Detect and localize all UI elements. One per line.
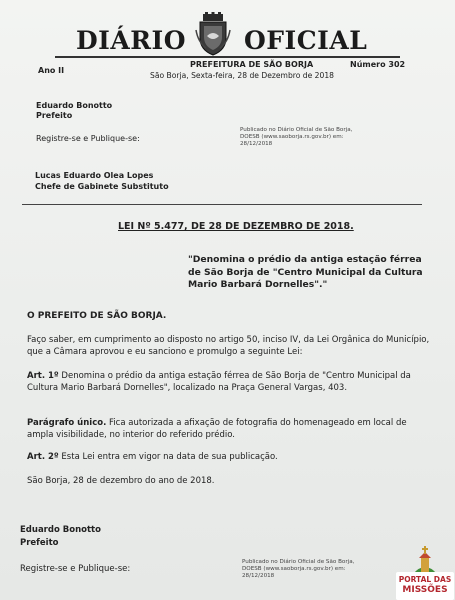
article-2-label: Art. 2º — [27, 452, 59, 462]
article-2-text: Esta Lei entra em vigor na data de sua publicação. — [58, 452, 278, 462]
article-1-label: Art. 1º — [27, 371, 59, 381]
portal-das-missoes-logo — [396, 546, 454, 600]
sole-paragraph — [27, 418, 433, 441]
chief-role: Chefe de Gabinete Substituto — [35, 182, 169, 191]
year-label: Ano II — [38, 66, 65, 75]
city-hall-name: PREFEITURA DE SÃO BORJA — [190, 60, 314, 69]
law-title: LEI Nº 5.477, DE 28 DE DEZEMBRO DE 2018. — [118, 221, 354, 232]
dateline: São Borja, Sexta-feira, 28 de Dezembro de 2018 — [150, 71, 335, 80]
top-pub-line-1: Publicado no Diário Oficial de São Borja, — [240, 127, 353, 133]
chief-name: Lucas Eduardo Olea Lopes — [35, 171, 154, 180]
logo-line-1: PORTAL DAS — [398, 575, 452, 584]
sole-paragraph-text: Fica autorizada a afixação de fotografia do homenageado em local de ampla visibilidade, no interior do referido prédio. — [27, 418, 407, 440]
sole-paragraph-label: Parágrafo único. — [27, 418, 107, 428]
law-preamble: Faço saber, em cumprimento ao disposto no artigo 50, inciso IV, da Lei Orgânica do Município, que a Câmara aprovou e eu sanciono e promulgo a seguinte Lei: — [27, 335, 430, 357]
bottom-publication-note — [242, 559, 354, 580]
masthead-title — [76, 26, 368, 55]
top-signer-name: Eduardo Bonotto — [36, 101, 113, 110]
article-2 — [27, 452, 433, 464]
top-pub-line-3: 28/12/2018 — [240, 141, 273, 147]
article-1-text: Denomina o prédio da antiga estação férrea de São Borja de "Centro Municipal da Cultura Mario Barbará Dornelles", localizado na Praça General Vargas, 403. — [27, 371, 411, 393]
bottom-signer-role: Prefeito — [20, 537, 59, 548]
bottom-signer-name: Eduardo Bonotto — [20, 525, 101, 535]
law-ementa: "Denomina o prédio da antiga estação férrea de São Borja de "Centro Municipal da Cultura Mario Barbará Dornelles"." — [188, 254, 423, 290]
logo-line-2: MISSÕES — [402, 585, 448, 595]
masthead-title-left: DIÁRIO — [76, 26, 187, 55]
article-1 — [27, 371, 433, 394]
bottom-register-line: Registre-se e Publique-se: — [20, 564, 131, 574]
church-cross-icon — [410, 546, 440, 574]
issue-number: Número 302 — [350, 60, 406, 69]
top-signer-role: Prefeito — [36, 111, 73, 120]
top-signature — [36, 101, 112, 121]
section-divider — [22, 204, 422, 205]
masthead — [72, 12, 372, 58]
masthead-rule — [55, 56, 400, 58]
bottom-pub-line-3: 28/12/2018 — [242, 573, 275, 579]
top-publication-note — [240, 127, 352, 148]
mayor-heading: O PREFEITO DE SÃO BORJA. — [27, 311, 167, 321]
bottom-pub-line-2: DOESB (www.saoborja.rs.gov.br) em: — [242, 566, 346, 572]
bottom-signature — [20, 524, 101, 549]
coat-of-arms-icon — [194, 12, 232, 56]
top-register-line: Registre-se e Publique-se: — [36, 134, 140, 143]
top-pub-line-2: DOESB (www.saoborja.rs.gov.br) em: — [240, 134, 344, 140]
bottom-pub-line-1: Publicado no Diário Oficial de São Borja, — [242, 559, 355, 565]
closing-date: São Borja, 28 de dezembro do ano de 2018. — [27, 476, 215, 486]
masthead-title-right: OFICIAL — [244, 26, 368, 55]
chief-of-staff-signature — [35, 170, 169, 192]
